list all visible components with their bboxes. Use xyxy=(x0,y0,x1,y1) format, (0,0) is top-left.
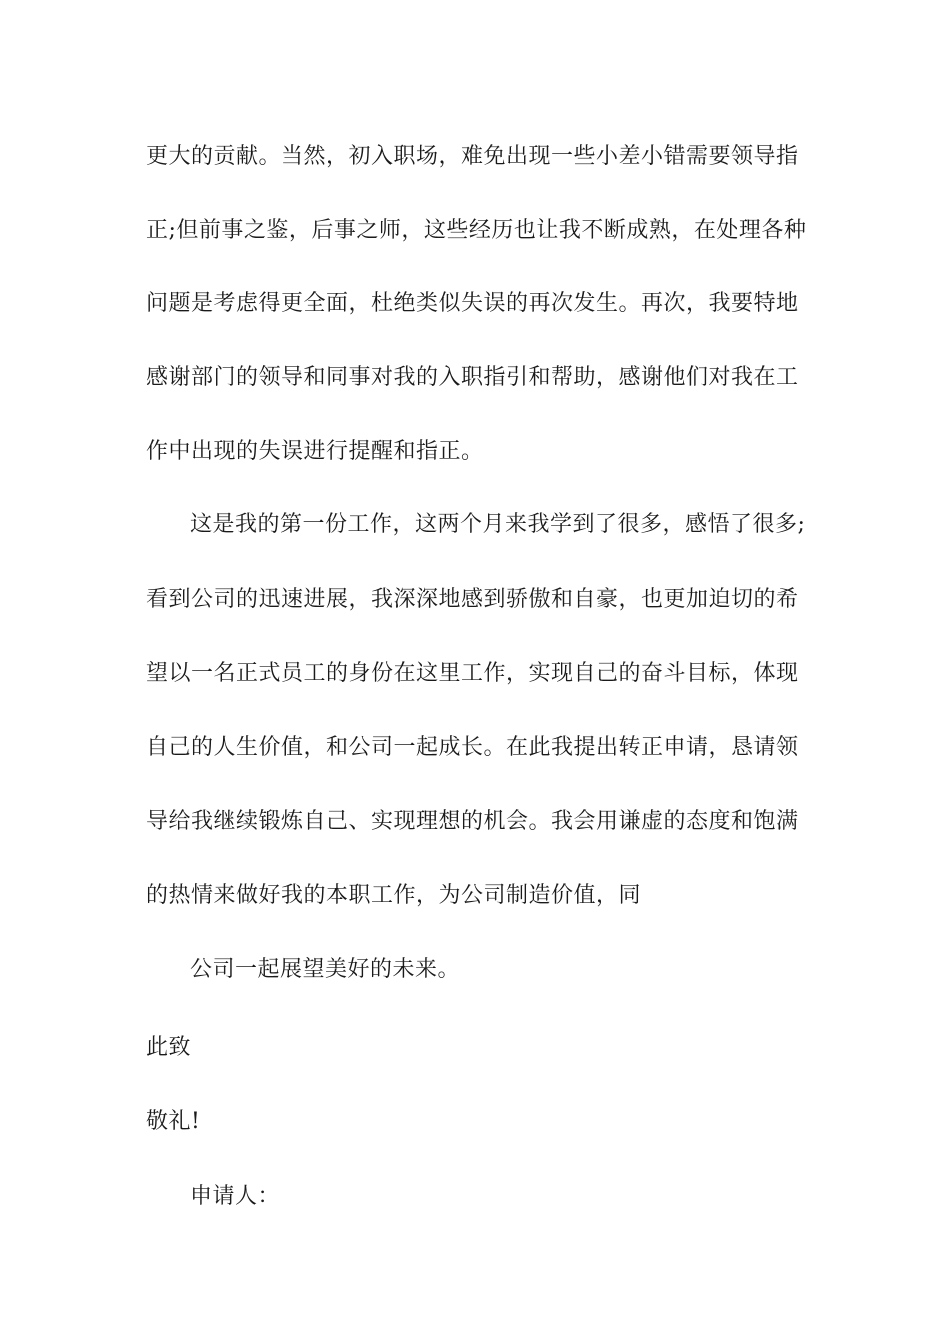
paragraph-line: 的热情来做好我的本职工作，为公司制造价值，同 xyxy=(146,883,642,908)
paragraph-line: 导给我继续锻炼自己、实现理想的机会。我会用谦虚的态度和饱满 xyxy=(146,809,799,834)
paragraph-line: 公司一起展望美好的未来。 xyxy=(190,957,461,982)
paragraph-line: 更大的贡献。当然，初入职场，难免出现一些小差小错需要领导指 xyxy=(146,144,799,169)
paragraph-line: 看到公司的迅速进展，我深深地感到骄傲和自豪，也更加迫切的希 xyxy=(146,587,799,612)
paragraph-line: 望以一名正式员工的身份在这里工作，实现自己的奋斗目标，体现 xyxy=(146,661,799,686)
paragraph-line: 作中出现的失误进行提醒和指正。 xyxy=(146,439,484,464)
paragraph-line: 问题是考虑得更全面，杜绝类似失误的再次发生。再次，我要特地 xyxy=(146,291,799,316)
paragraph-line: 自己的人生价值，和公司一起成长。在此我提出转正申请，恳请领 xyxy=(146,735,799,760)
paragraph-line: 正;但前事之鉴，后事之师，这些经历也让我不断成熟，在处理各种 xyxy=(146,218,807,243)
applicant-label: 申请人： xyxy=(190,1184,281,1209)
closing-salutation: 此致 xyxy=(146,1035,192,1060)
closing-regards: 敬礼! xyxy=(146,1109,201,1134)
paragraph-line: 这是我的第一份工作，这两个月来我学到了很多，感悟了很多; xyxy=(190,512,806,537)
paragraph-line: 感谢部门的领导和同事对我的入职指引和帮助，感谢他们对我在工 xyxy=(146,365,799,390)
